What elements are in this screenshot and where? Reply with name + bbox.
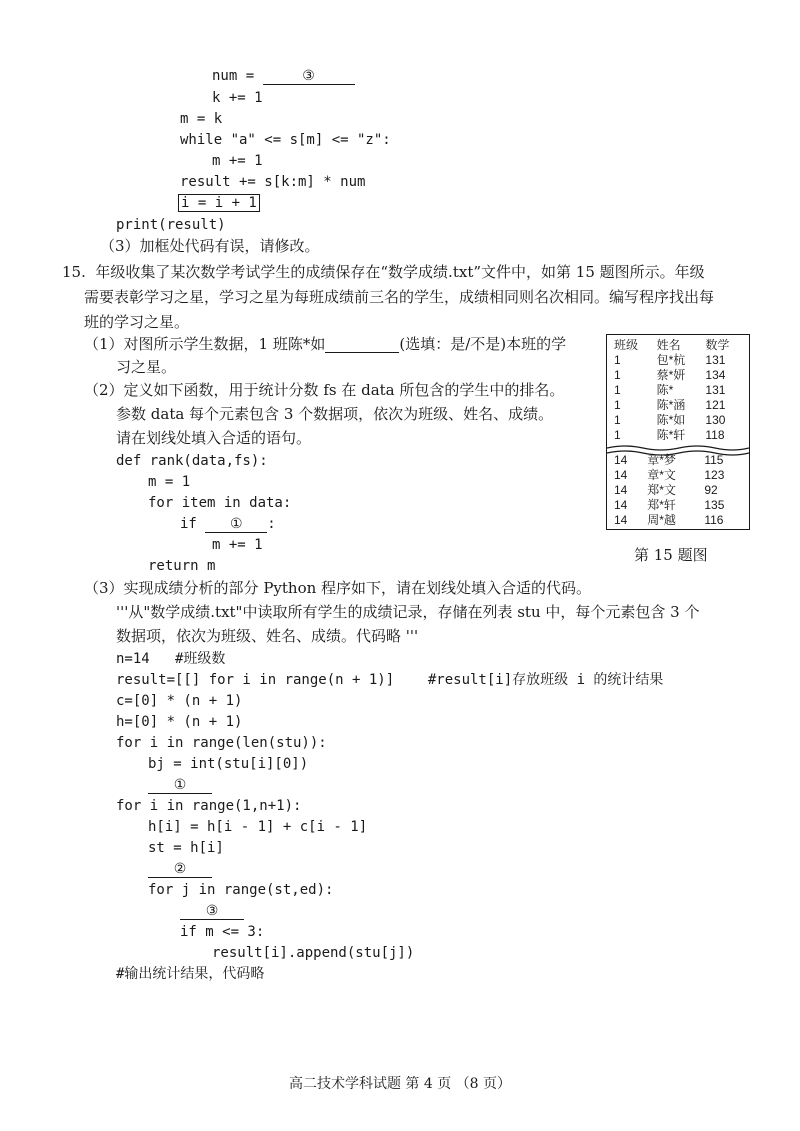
code-line: h=[0] * (n + 1) [116,714,243,730]
table-row: 1 陈* 131 [614,383,726,397]
table-row: 1 陈*涵 121 [614,398,726,412]
blank-3: ③ [263,68,355,85]
q15-part-2-line-2: 参数 data 每个元素包含 3 个数据项，依次为班级、姓名、成绩。 [116,405,554,423]
code-line: #输出统计结果，代码略 [116,966,265,982]
code-line: return m [148,558,216,574]
code-line: result[i].append(stu[j]) [212,945,415,961]
table-row: 1 蔡*妍 134 [614,368,726,382]
header-name: 姓名 [656,338,681,352]
code-line: n=14 #班级数 [116,651,226,667]
table-row: 14 郑*文 92 [614,483,718,497]
boxed-code-line: i = i + 1 [178,193,260,213]
code-line: if m <= 3: [180,924,265,940]
q15-part-3-comment-2: 数据项，依次为班级、姓名、成绩。代码略 ''' [116,627,419,645]
code-line: c=[0] * (n + 1) [116,693,243,709]
code-line: for j in range(st,ed): [148,882,334,898]
code-line: m += 1 [212,153,263,169]
q15-part-1: （1）对图所示学生数据，1 班陈*如 (选填：是/不是)本班的学 [84,335,567,353]
q15-part-2: （2）定义如下函数，用于统计分数 fs 在 data 所包含的学生中的排名。 [84,381,565,399]
code-line: result += s[k:m] * num [180,174,366,190]
code-line: m = 1 [148,474,191,490]
score-table-bottom [610,453,744,528]
code-line [148,859,212,879]
blank-1: ① [148,777,212,794]
code-line: for i in range(1,n+1): [116,798,302,814]
code-line: bj = int(stu[i][0]) [148,756,309,772]
table-row: 14 周*越 116 [614,513,724,527]
table-row: 14 章*梦 115 [614,453,724,467]
code-line: st = h[i] [148,840,224,856]
header-math: 数学 [705,338,730,352]
header-class: 班级 [614,338,639,352]
q15-stem-line-1: 15. 年级收集了某次数学考试学生的成绩保存在“数学成绩.txt”文件中，如第 15 题图所示。年级 [62,263,705,281]
code-line: def rank(data,fs): [116,453,268,469]
code-line [148,775,212,795]
table-row: 1 陈*轩 118 [614,428,725,442]
table-row: 14 郑*轩 135 [614,498,725,512]
q15-part-1-cont: 习之星。 [116,358,177,376]
code-line: result=[[] for i in range(n + 1)] #result[i]存放班级 i 的统计结果 [116,672,664,688]
code-line: print(result) [116,217,226,233]
code-line: for item in data: [148,495,292,511]
q15-part-3-comment-1: '''从"数学成绩.txt"中读取所有学生的成绩记录，存储在列表 stu 中，每个元素包含 3 个 [116,603,700,621]
code-line [180,901,244,921]
code-line: while "a" <= s[m] <= "z": [180,132,391,148]
code-line: for i in range(len(stu)): [116,735,327,751]
figure-caption: 第 15 题图 [634,546,708,564]
code-line: h[i] = h[i - 1] + c[i - 1] [148,819,368,835]
page-footer: 高二技术学科试题 第 4 页 （8 页） [288,1076,512,1092]
table-row: 1 包*杭 131 [614,353,726,367]
code-line: k += 1 [212,90,263,106]
code-line: num = ③ [212,66,355,86]
blank-2: ② [148,861,212,878]
score-figure [606,334,750,530]
q15-part-3: （3）实现成绩分析的部分 Python 程序如下，请在划线处填入合适的代码。 [84,579,592,597]
blank-3: ③ [180,903,244,920]
blank-1: ① [205,516,267,533]
score-table-top [610,338,744,443]
q15-stem-line-2: 需要表彰学习之星，学习之星为每班成绩前三名的学生，成绩相同则名次相同。编写程序找出每 [84,288,715,306]
q15-stem-line-3: 班的学习之星。 [84,313,190,331]
table-row: 1 陈*如 130 [614,413,726,427]
q15-part-2-line-3: 请在划线处填入合适的语句。 [116,429,312,447]
code-line: m += 1 [212,537,263,553]
table-row: 14 章*文 123 [614,468,725,482]
code-line: if ① : [180,516,276,532]
question-14-3: （3）加框处代码有误，请修改。 [100,237,320,255]
code-line: m = k [180,111,223,127]
